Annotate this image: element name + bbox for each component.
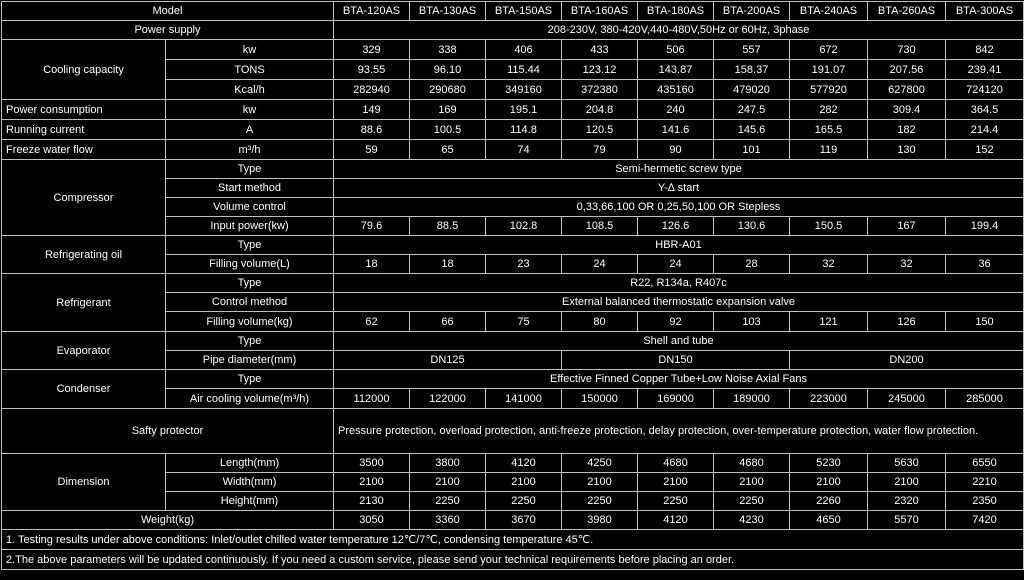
cooling-capacity-cell: 115.44 <box>486 60 562 80</box>
power-supply-row <box>2 21 1024 40</box>
compressor-row <box>2 160 1024 179</box>
cooling-capacity-cell: 207.56 <box>868 60 946 80</box>
running-current-cell: 114.8 <box>486 120 562 140</box>
freeze-water-flow-cell: 74 <box>486 140 562 160</box>
oil-filling-cell: 36 <box>946 255 1024 274</box>
unit-label: Kcal/h <box>166 80 334 100</box>
length-cell: 4120 <box>486 454 562 473</box>
weight-cell: 7420 <box>946 511 1024 530</box>
running-current-cell: 120.5 <box>562 120 638 140</box>
unit-label: kw <box>166 100 334 120</box>
height-cell: 2350 <box>946 492 1024 511</box>
oil-filling-cell: 18 <box>410 255 486 274</box>
freeze-water-flow-cell: 119 <box>790 140 868 160</box>
cooling-capacity-cell: 577920 <box>790 80 868 100</box>
cooling-capacity-cell: 730 <box>868 40 946 60</box>
param-label: Input power(kw) <box>166 217 334 236</box>
length-cell: 3500 <box>334 454 410 473</box>
pipe-diameter-cell: DN125 <box>334 351 562 370</box>
width-cell: 2100 <box>562 473 638 492</box>
group-label: Compressor <box>2 160 166 236</box>
running-current-cell: 88.6 <box>334 120 410 140</box>
model-header: Model <box>2 2 334 21</box>
freeze-water-flow-cell: 59 <box>334 140 410 160</box>
height-cell: 2250 <box>638 492 714 511</box>
height-cell: 2250 <box>714 492 790 511</box>
length-cell: 6550 <box>946 454 1024 473</box>
param-label: Control method <box>166 293 334 312</box>
refrigerant-type-value: R22, R134a, R407c <box>334 274 1024 293</box>
input-power-cell: 102.8 <box>486 217 562 236</box>
length-cell: 5630 <box>868 454 946 473</box>
freeze-water-flow-row <box>2 140 1024 160</box>
power-consumption-cell: 247.5 <box>714 100 790 120</box>
oil-type-value: HBR-A01 <box>334 236 1024 255</box>
air-cooling-volume-cell: 141000 <box>486 389 562 409</box>
param-label: Type <box>166 236 334 255</box>
spec-table <box>1 1 1024 570</box>
oil-filling-cell: 32 <box>868 255 946 274</box>
group-label: Cooling capacity <box>2 40 166 100</box>
param-label: Height(mm) <box>166 492 334 511</box>
model-name: BTA-120AS <box>334 2 410 21</box>
param-label: Start method <box>166 179 334 198</box>
param-label: Type <box>166 160 334 179</box>
model-name: BTA-160AS <box>562 2 638 21</box>
height-cell: 2250 <box>562 492 638 511</box>
condenser-row <box>2 370 1024 389</box>
length-cell: 3800 <box>410 454 486 473</box>
height-cell: 2250 <box>410 492 486 511</box>
note-text: 2.The above parameters will be updated continuously. If you need a custom service, please send your technical requirements before placing an order. <box>2 550 1024 570</box>
weight-cell: 5570 <box>868 511 946 530</box>
group-label: Evaporator <box>2 332 166 370</box>
cooling-capacity-cell: 96.10 <box>410 60 486 80</box>
cooling-capacity-cell: 627800 <box>868 80 946 100</box>
param-label: Air cooling volume(m³/h) <box>166 389 334 409</box>
running-current-cell: 165.5 <box>790 120 868 140</box>
air-cooling-volume-cell: 150000 <box>562 389 638 409</box>
safety-label: Safty protector <box>2 409 334 454</box>
compressor-type-value: Semi-hermetic screw type <box>334 160 1024 179</box>
refrigerant-row <box>2 274 1024 293</box>
unit-label: kw <box>166 40 334 60</box>
oil-row <box>2 236 1024 255</box>
width-cell: 2100 <box>486 473 562 492</box>
oil-filling-cell: 32 <box>790 255 868 274</box>
row-label: Power supply <box>2 21 334 40</box>
evaporator-row <box>2 332 1024 351</box>
refrigerant-filling-cell: 150 <box>946 312 1024 332</box>
model-name: BTA-200AS <box>714 2 790 21</box>
param-label: Type <box>166 332 334 351</box>
refrigerant-filling-cell: 103 <box>714 312 790 332</box>
input-power-cell: 88.5 <box>410 217 486 236</box>
weight-cell: 3980 <box>562 511 638 530</box>
cooling-capacity-cell: 435160 <box>638 80 714 100</box>
cooling-capacity-cell: 372380 <box>562 80 638 100</box>
pipe-diameter-cell: DN150 <box>562 351 790 370</box>
refrigerant-filling-cell: 80 <box>562 312 638 332</box>
input-power-cell: 79.6 <box>334 217 410 236</box>
length-cell: 4680 <box>638 454 714 473</box>
running-current-cell: 141.6 <box>638 120 714 140</box>
input-power-cell: 130.6 <box>714 217 790 236</box>
oil-filling-cell: 24 <box>638 255 714 274</box>
power-consumption-cell: 364.5 <box>946 100 1024 120</box>
refrigerant-filling-cell: 126 <box>868 312 946 332</box>
oil-filling-cell: 28 <box>714 255 790 274</box>
oil-filling-cell: 18 <box>334 255 410 274</box>
cooling-capacity-cell: 329 <box>334 40 410 60</box>
group-label: Dimension <box>2 454 166 511</box>
weight-cell: 3360 <box>410 511 486 530</box>
cooling-capacity-row <box>2 40 1024 60</box>
unit-label: TONS <box>166 60 334 80</box>
input-power-cell: 108.5 <box>562 217 638 236</box>
volume-control-value: 0,33,66,100 OR 0,25,50,100 OR Stepless <box>334 198 1024 217</box>
row-label: Freeze water flow <box>2 140 166 160</box>
weight-cell: 4650 <box>790 511 868 530</box>
param-label: Pipe diameter(mm) <box>166 351 334 370</box>
param-label: Type <box>166 370 334 389</box>
cooling-capacity-cell: 557 <box>714 40 790 60</box>
height-cell: 2260 <box>790 492 868 511</box>
freeze-water-flow-cell: 152 <box>946 140 1024 160</box>
group-label: Refrigerating oil <box>2 236 166 274</box>
air-cooling-volume-cell: 169000 <box>638 389 714 409</box>
row-label: Running current <box>2 120 166 140</box>
freeze-water-flow-cell: 101 <box>714 140 790 160</box>
cooling-capacity-cell: 479020 <box>714 80 790 100</box>
param-label: Volume control <box>166 198 334 217</box>
air-cooling-volume-cell: 189000 <box>714 389 790 409</box>
row-label: Power consumption <box>2 100 166 120</box>
safety-value: Pressure protection, overload protection, anti-freeze protection, delay protection, over-temperature protection, water flow protection. <box>334 409 1024 454</box>
air-cooling-volume-cell: 122000 <box>410 389 486 409</box>
height-cell: 2250 <box>486 492 562 511</box>
width-cell: 2100 <box>334 473 410 492</box>
param-label: Filling volume(L) <box>166 255 334 274</box>
pipe-diameter-cell: DN200 <box>790 351 1024 370</box>
air-cooling-volume-cell: 245000 <box>868 389 946 409</box>
cooling-capacity-cell: 724120 <box>946 80 1024 100</box>
cooling-capacity-cell: 349160 <box>486 80 562 100</box>
power-consumption-cell: 282 <box>790 100 868 120</box>
power-consumption-cell: 195.1 <box>486 100 562 120</box>
width-cell: 2100 <box>868 473 946 492</box>
param-label: Width(mm) <box>166 473 334 492</box>
dimension-row <box>2 454 1024 473</box>
group-label: Refrigerant <box>2 274 166 332</box>
length-cell: 4250 <box>562 454 638 473</box>
group-label: Condenser <box>2 370 166 409</box>
input-power-cell: 199.4 <box>946 217 1024 236</box>
param-label: Type <box>166 274 334 293</box>
air-cooling-volume-cell: 285000 <box>946 389 1024 409</box>
refrigerant-filling-cell: 92 <box>638 312 714 332</box>
power-consumption-cell: 309.4 <box>868 100 946 120</box>
length-cell: 5230 <box>790 454 868 473</box>
freeze-water-flow-cell: 79 <box>562 140 638 160</box>
cooling-capacity-cell: 842 <box>946 40 1024 60</box>
cooling-capacity-cell: 93.55 <box>334 60 410 80</box>
weight-row <box>2 511 1024 530</box>
freeze-water-flow-cell: 90 <box>638 140 714 160</box>
running-current-cell: 182 <box>868 120 946 140</box>
width-cell: 2100 <box>790 473 868 492</box>
weight-cell: 3050 <box>334 511 410 530</box>
height-cell: 2320 <box>868 492 946 511</box>
oil-filling-cell: 23 <box>486 255 562 274</box>
width-cell: 2100 <box>714 473 790 492</box>
start-method-value: Y-∆ start <box>334 179 1024 198</box>
control-method-value: External balanced thermostatic expansion valve <box>334 293 1024 312</box>
cooling-capacity-cell: 290680 <box>410 80 486 100</box>
refrigerant-filling-cell: 66 <box>410 312 486 332</box>
note-text: 1. Testing results under above conditions: Inlet/outlet chilled water temperature 12℃/7℃, condensing temperature 45℃. <box>2 530 1024 550</box>
width-cell: 2100 <box>638 473 714 492</box>
unit-label: m³/h <box>166 140 334 160</box>
model-name: BTA-130AS <box>410 2 486 21</box>
cooling-capacity-cell: 158.37 <box>714 60 790 80</box>
weight-cell: 4230 <box>714 511 790 530</box>
cooling-capacity-cell: 143.87 <box>638 60 714 80</box>
param-label: Length(mm) <box>166 454 334 473</box>
air-cooling-volume-cell: 112000 <box>334 389 410 409</box>
power-consumption-row <box>2 100 1024 120</box>
running-current-cell: 145.6 <box>714 120 790 140</box>
oil-filling-cell: 24 <box>562 255 638 274</box>
evaporator-type-value: Shell and tube <box>334 332 1024 351</box>
freeze-water-flow-cell: 130 <box>868 140 946 160</box>
power-consumption-cell: 149 <box>334 100 410 120</box>
cooling-capacity-cell: 406 <box>486 40 562 60</box>
running-current-cell: 214.4 <box>946 120 1024 140</box>
safety-row <box>2 409 1024 454</box>
model-name: BTA-260AS <box>868 2 946 21</box>
model-name: BTA-150AS <box>486 2 562 21</box>
running-current-cell: 100.5 <box>410 120 486 140</box>
model-name: BTA-300AS <box>946 2 1024 21</box>
note-row <box>2 530 1024 550</box>
condenser-type-value: Effective Finned Copper Tube+Low Noise Axial Fans <box>334 370 1024 389</box>
width-cell: 2210 <box>946 473 1024 492</box>
cooling-capacity-cell: 191.07 <box>790 60 868 80</box>
cooling-capacity-cell: 433 <box>562 40 638 60</box>
cooling-capacity-cell: 123.12 <box>562 60 638 80</box>
cooling-capacity-cell: 338 <box>410 40 486 60</box>
length-cell: 4680 <box>714 454 790 473</box>
power-consumption-cell: 240 <box>638 100 714 120</box>
height-cell: 2130 <box>334 492 410 511</box>
note-row <box>2 550 1024 570</box>
running-current-row <box>2 120 1024 140</box>
cooling-capacity-cell: 506 <box>638 40 714 60</box>
input-power-cell: 150.5 <box>790 217 868 236</box>
power-consumption-cell: 169 <box>410 100 486 120</box>
power-consumption-cell: 204.8 <box>562 100 638 120</box>
param-label: Filling volume(kg) <box>166 312 334 332</box>
cooling-capacity-cell: 239.41 <box>946 60 1024 80</box>
refrigerant-filling-cell: 75 <box>486 312 562 332</box>
cooling-capacity-cell: 282940 <box>334 80 410 100</box>
refrigerant-filling-cell: 62 <box>334 312 410 332</box>
weight-label: Weight(kg) <box>2 511 334 530</box>
power-supply-value: 208-230V, 380-420V,440-480V,50Hz or 60Hz, 3phase <box>334 21 1024 40</box>
input-power-cell: 167 <box>868 217 946 236</box>
header-row <box>2 2 1024 21</box>
weight-cell: 3670 <box>486 511 562 530</box>
weight-cell: 4120 <box>638 511 714 530</box>
air-cooling-volume-cell: 223000 <box>790 389 868 409</box>
unit-label: A <box>166 120 334 140</box>
input-power-cell: 126.6 <box>638 217 714 236</box>
freeze-water-flow-cell: 65 <box>410 140 486 160</box>
model-name: BTA-240AS <box>790 2 868 21</box>
width-cell: 2100 <box>410 473 486 492</box>
model-name: BTA-180AS <box>638 2 714 21</box>
cooling-capacity-cell: 672 <box>790 40 868 60</box>
refrigerant-filling-cell: 121 <box>790 312 868 332</box>
